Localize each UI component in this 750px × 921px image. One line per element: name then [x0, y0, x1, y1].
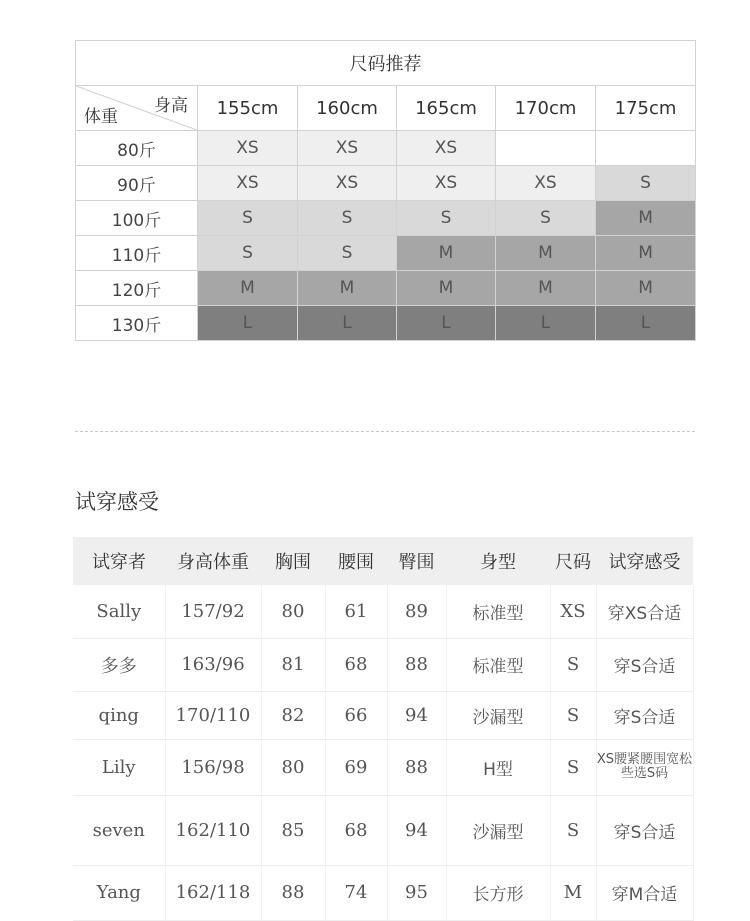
size-chart-corner — [76, 86, 198, 131]
size-cell: S — [198, 201, 298, 236]
feedback-cell-hw: 163/96 — [165, 638, 261, 691]
size-cell: M — [496, 271, 596, 306]
feedback-row — [73, 795, 693, 865]
feedback-cell-feel: 穿XS合适 — [596, 585, 693, 638]
feedback-cell-name: 多多 — [73, 638, 165, 691]
size-row — [76, 271, 696, 306]
feedback-cell-waist: 61 — [325, 585, 387, 638]
feedback-cell-name: Lily — [73, 739, 165, 795]
size-cell: L — [298, 306, 397, 341]
feedback-cell-shape: 标准型 — [446, 638, 550, 691]
size-cell: M — [596, 201, 696, 236]
feedback-header: 胸围 — [261, 537, 325, 585]
size-cell: M — [397, 271, 496, 306]
size-cell: S — [198, 236, 298, 271]
feedback-cell-size: M — [550, 865, 596, 920]
feedback-cell-feel: 穿M合适 — [596, 865, 693, 920]
feedback-row — [73, 739, 693, 795]
feedback-cell-hw: 156/98 — [165, 739, 261, 795]
size-cell: M — [496, 236, 596, 271]
feedback-cell-hw: 162/110 — [165, 795, 261, 865]
feedback-cell-hip: 94 — [387, 795, 446, 865]
size-cell — [596, 131, 696, 166]
feedback-cell-name: Sally — [73, 585, 165, 638]
feedback-cell-hw: 157/92 — [165, 585, 261, 638]
feedback-header: 身型 — [446, 537, 550, 585]
feedback-cell-shape: 沙漏型 — [446, 691, 550, 739]
feedback-cell-name: qing — [73, 691, 165, 739]
feedback-cell-shape: 沙漏型 — [446, 795, 550, 865]
height-header: 170cm — [496, 86, 596, 131]
feedback-header: 试穿者 — [73, 537, 165, 585]
weight-label: 110斤 — [76, 236, 198, 271]
feedback-cell-waist: 74 — [325, 865, 387, 920]
feedback-cell-bust: 88 — [261, 865, 325, 920]
weight-label: 130斤 — [76, 306, 198, 341]
feedback-cell-hw: 170/110 — [165, 691, 261, 739]
feedback-cell-hip: 89 — [387, 585, 446, 638]
feedback-cell-hip: 94 — [387, 691, 446, 739]
corner-weight-label: 体重 — [84, 107, 118, 127]
size-cell: XS — [298, 166, 397, 201]
size-cell: M — [198, 271, 298, 306]
size-cell: S — [298, 236, 397, 271]
feedback-row — [73, 585, 693, 638]
feedback-cell-hip: 88 — [387, 638, 446, 691]
feedback-header: 试穿感受 — [596, 537, 693, 585]
weight-label: 90斤 — [76, 166, 198, 201]
feedback-cell-waist: 66 — [325, 691, 387, 739]
feedback-cell-bust: 82 — [261, 691, 325, 739]
feedback-cell-bust: 80 — [261, 585, 325, 638]
feedback-header: 尺码 — [550, 537, 596, 585]
feedback-cell-waist: 68 — [325, 638, 387, 691]
feedback-cell-feel: XS腰紧腰围宽松些选S码 — [596, 739, 693, 795]
size-cell: M — [596, 236, 696, 271]
feedback-cell-feel: 穿S合适 — [596, 691, 693, 739]
size-cell: L — [397, 306, 496, 341]
size-row — [76, 236, 696, 271]
size-cell: S — [496, 201, 596, 236]
feedback-header: 身高体重 — [165, 537, 261, 585]
feedback-cell-hip: 88 — [387, 739, 446, 795]
feedback-header: 腰围 — [325, 537, 387, 585]
feedback-cell-name: seven — [73, 795, 165, 865]
size-cell: XS — [198, 166, 298, 201]
height-header: 160cm — [298, 86, 397, 131]
weight-label: 80斤 — [76, 131, 198, 166]
feedback-cell-waist: 68 — [325, 795, 387, 865]
size-cell: XS — [397, 131, 496, 166]
feedback-cell-name: Yang — [73, 865, 165, 920]
feedback-cell-feel: 穿S合适 — [596, 795, 693, 865]
size-row — [76, 131, 696, 166]
feedback-cell-shape: H型 — [446, 739, 550, 795]
feedback-row — [73, 691, 693, 739]
size-row — [76, 201, 696, 236]
height-header: 175cm — [596, 86, 696, 131]
feedback-cell-shape: 长方形 — [446, 865, 550, 920]
fitting-feedback-table — [73, 537, 694, 921]
feedback-section-title: 试穿感受 — [75, 490, 159, 514]
feedback-header: 臀围 — [387, 537, 446, 585]
feedback-cell-shape: 标准型 — [446, 585, 550, 638]
feedback-cell-size: S — [550, 739, 596, 795]
feedback-row — [73, 638, 693, 691]
feedback-cell-bust: 85 — [261, 795, 325, 865]
size-cell: XS — [496, 166, 596, 201]
weight-label: 120斤 — [76, 271, 198, 306]
feedback-row — [73, 865, 693, 920]
size-row — [76, 306, 696, 341]
size-cell: XS — [298, 131, 397, 166]
feedback-cell-bust: 81 — [261, 638, 325, 691]
feedback-cell-waist: 69 — [325, 739, 387, 795]
height-header: 155cm — [198, 86, 298, 131]
size-cell: M — [298, 271, 397, 306]
size-cell: XS — [198, 131, 298, 166]
size-cell: L — [596, 306, 696, 341]
feedback-cell-bust: 80 — [261, 739, 325, 795]
size-cell: XS — [397, 166, 496, 201]
size-cell: M — [397, 236, 496, 271]
feedback-cell-size: S — [550, 638, 596, 691]
size-cell: S — [596, 166, 696, 201]
size-row — [76, 166, 696, 201]
size-chart-title: 尺码推荐 — [76, 41, 696, 86]
feedback-cell-size: S — [550, 795, 596, 865]
feedback-cell-hip: 95 — [387, 865, 446, 920]
size-cell: L — [496, 306, 596, 341]
feedback-cell-hw: 162/118 — [165, 865, 261, 920]
feedback-cell-size: XS — [550, 585, 596, 638]
section-divider — [75, 431, 695, 432]
size-cell — [496, 131, 596, 166]
corner-height-label: 身高 — [154, 96, 188, 116]
size-cell: S — [397, 201, 496, 236]
size-cell: M — [596, 271, 696, 306]
weight-label: 100斤 — [76, 201, 198, 236]
feedback-cell-feel: 穿S合适 — [596, 638, 693, 691]
size-cell: S — [298, 201, 397, 236]
height-header: 165cm — [397, 86, 496, 131]
size-cell: L — [198, 306, 298, 341]
size-chart-table — [75, 40, 696, 341]
feedback-cell-size: S — [550, 691, 596, 739]
